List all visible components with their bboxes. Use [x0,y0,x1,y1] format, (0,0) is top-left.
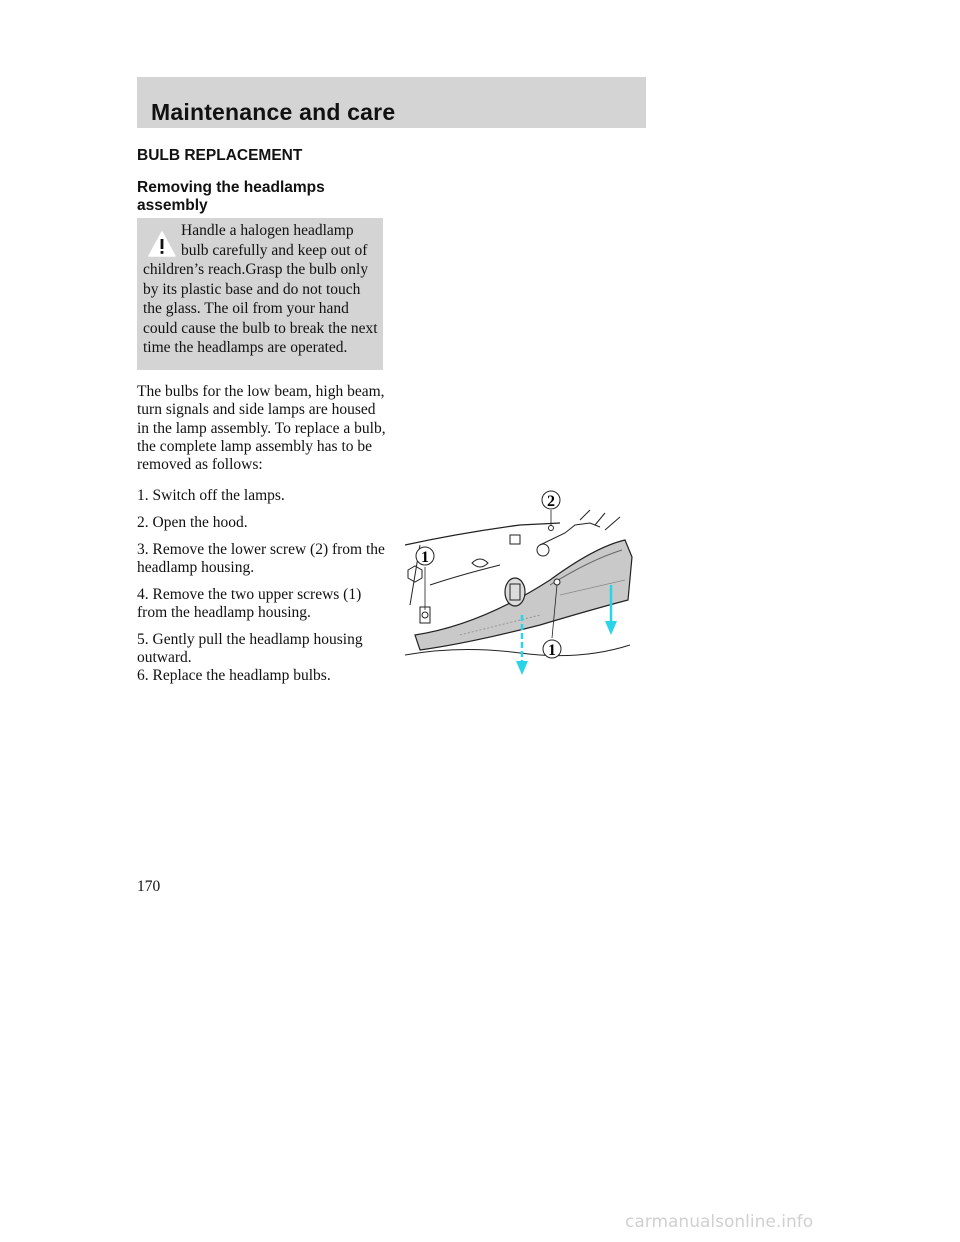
headlamp-removal-illustration [400,485,640,685]
subsection-heading: Removing the headlamps assembly [137,179,325,214]
svg-text:1: 1 [421,549,429,566]
warning-box [137,218,383,370]
watermark: carmanualsonline.info [625,1212,814,1232]
step-4: 4. Remove the two upper screws (1) from the headlamp housing. [137,586,362,622]
page-header-title: Maintenance and care [151,99,396,125]
svg-text:2: 2 [547,493,555,510]
step-3: 3. Remove the lower screw (2) from the headlamp housing. [137,541,385,577]
intro-paragraph: The bulbs for the low beam, high beam, turn signals and side lamps are housed in the lamp assembly. To replace a bulb, the complete lamp assembly has to be removed as follows: [137,383,386,474]
svg-text:1: 1 [548,642,556,659]
step-6: 6. Replace the headlamp bulbs. [137,667,331,684]
section-heading: BULB REPLACEMENT [137,147,303,164]
callout-1-left [416,547,434,566]
callout-2 [542,491,560,510]
warning-text: Handle a halogen headlamp bulb carefully and keep out of children’s reach.Grasp the bulb only by its plastic base and do not touch the glass. The oil from your hand could cause the bulb to break the next time the headlamps are operated. [143,222,378,356]
step-5: 5. Gently pull the headlamp housing outward. [137,631,363,667]
header-bar [137,77,646,128]
step-2: 2. Open the hood. [137,514,248,531]
page-number: 170 [137,878,161,895]
step-1: 1. Switch off the lamps. [137,487,285,504]
